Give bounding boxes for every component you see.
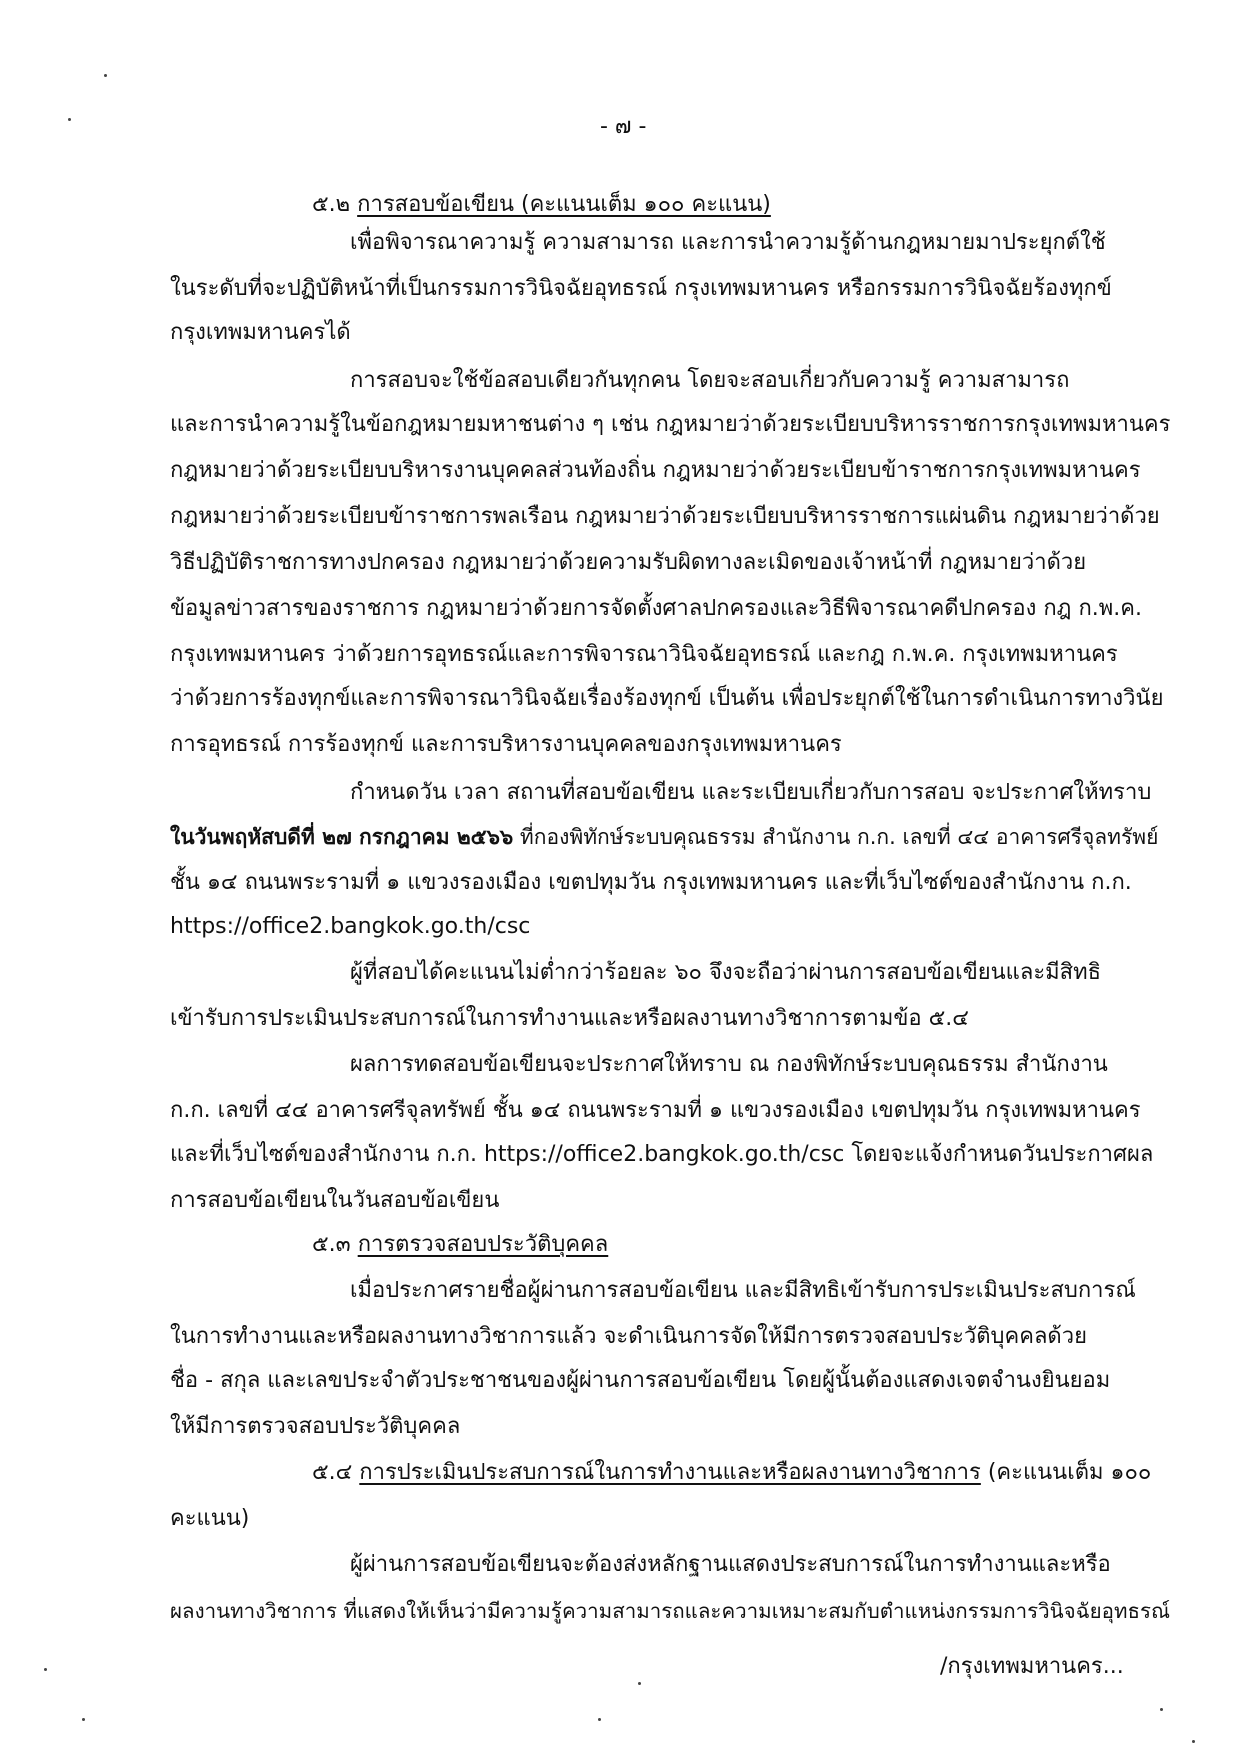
paragraph-line: การสอบจะใช้ข้อสอบเดียวกันทุกคน โดยจะสอบเกี่ยวกับความรู้ ความสามารถ (350, 368, 1070, 393)
paragraph-line: และที่เว็บไซต์ของสำนักงาน ก.ก. https://office2.bangkok.go.th/csc โดยจะแจ้งกำหนดวันประกาศผล (170, 1142, 1154, 1167)
paragraph-line: ชั้น ๑๔ ถนนพระรามที่ ๑ แขวงรองเมือง เขตปทุมวัน กรุงเทพมหานคร และที่เว็บไซต์ของสำนักงาน ก.ก. (170, 870, 1132, 895)
exam-date-announcement: ในวันพฤหัสบดีที่ ๒๗ กรกฎาคม ๒๕๖๖ (170, 825, 514, 849)
paragraph-line: ข้อมูลข่าวสารของราชการ กฎหมายว่าด้วยการจัดตั้งศาลปกครองและวิธีพิจารณาคดีปกครอง กฎ ก.พ.ค. (170, 596, 1142, 621)
paragraph-line: ก.ก. เลขที่ ๔๔ อาคารศรีจุลทรัพย์ ชั้น ๑๔ ถนนพระรามที่ ๑ แขวงรองเมือง เขตปทุมวัน กรุงเทพมหานคร (170, 1098, 1141, 1123)
section-5-3-heading (312, 1230, 608, 1260)
scan-speck (598, 1718, 601, 1721)
paragraph-line: ผู้ที่สอบได้คะแนนไม่ต่ำกว่าร้อยละ ๖๐ จึงจะถือว่าผ่านการสอบข้อเขียนและมีสิทธิ (350, 960, 1102, 985)
scan-speck (44, 1668, 47, 1671)
scan-speck (68, 118, 71, 121)
paragraph-line: กฎหมายว่าด้วยระเบียบบริหารงานบุคคลส่วนท้องถิ่น กฎหมายว่าด้วยระเบียบข้าราชการกรุงเทพมหานคร (170, 458, 1141, 483)
section-5-2-heading (312, 190, 771, 220)
scan-speck (104, 74, 107, 77)
section-number: ๕.๓ (312, 1232, 351, 1257)
paragraph-line: เมื่อประกาศรายชื่อผู้ผ่านการสอบข้อเขียน และมีสิทธิเข้ารับการประเมินประสบการณ์ (350, 1278, 1136, 1303)
section-score-continued: คะแนน) (170, 1506, 250, 1531)
paragraph-line: และการนำความรู้ในข้อกฎหมายมหาชนต่าง ๆ เช่น กฎหมายว่าด้วยระเบียบบริหารราชการกรุงเทพมหานคร (170, 412, 1171, 437)
section-number: ๕.๒ (312, 192, 351, 217)
paragraph-line: เพื่อพิจารณาความรู้ ความสามารถ และการนำความรู้ด้านกฎหมายมาประยุกต์ใช้ (350, 230, 1106, 255)
section-title: การตรวจสอบประวัติบุคคล (357, 1232, 609, 1257)
scan-speck (638, 1682, 641, 1685)
section-5-4-heading (312, 1458, 1151, 1488)
page-number: - ๗ - (600, 114, 647, 139)
paragraph-line: กรุงเทพมหานครได้ (170, 320, 351, 345)
paragraph-line: ชื่อ - สกุล และเลขประจำตัวประชาชนของผู้ผ่านการสอบข้อเขียน โดยผู้นั้นต้องแสดงเจตจำนงยินยอม (170, 1368, 1111, 1393)
scan-speck (1192, 1740, 1195, 1743)
paragraph-text: ที่กองพิทักษ์ระบบคุณธรรม สำนักงาน ก.ก. เลขที่ ๔๔ อาคารศรีจุลทรัพย์ (513, 825, 1159, 849)
paragraph-line: ในการทำงานและหรือผลงานทางวิชาการแล้ว จะดำเนินการจัดให้มีการตรวจสอบประวัติบุคคลด้วย (170, 1324, 1087, 1349)
paragraph-line: ในระดับที่จะปฏิบัติหน้าที่เป็นกรรมการวินิจฉัยอุทธรณ์ กรุงเทพมหานคร หรือกรรมการวินิจฉัยร้องทุกข์ (170, 276, 1112, 301)
section-score: (คะแนนเต็ม ๑๐๐ (980, 1460, 1152, 1485)
paragraph-line: ผู้ผ่านการสอบข้อเขียนจะต้องส่งหลักฐานแสดงประสบการณ์ในการทำงานและหรือ (350, 1552, 1111, 1577)
paragraph-line: กรุงเทพมหานคร ว่าด้วยการอุทธรณ์และการพิจารณาวินิจฉัยอุทธรณ์ และกฎ ก.พ.ค. กรุงเทพมหานคร (170, 642, 1118, 667)
continuation-marker: /กรุงเทพมหานคร... (940, 1654, 1124, 1679)
paragraph-line: ผลการทดสอบข้อเขียนจะประกาศให้ทราบ ณ กองพิทักษ์ระบบคุณธรรม สำนักงาน (350, 1052, 1108, 1077)
paragraph-line: การสอบข้อเขียนในวันสอบข้อเขียน (170, 1188, 500, 1213)
paragraph-line: กำหนดวัน เวลา สถานที่สอบข้อเขียน และระเบียบเกี่ยวกับการสอบ จะประกาศให้ทราบ (350, 780, 1152, 805)
paragraph-line: วิธีปฏิบัติราชการทางปกครอง กฎหมายว่าด้วยความรับผิดทางละเมิดของเจ้าหน้าที่ กฎหมายว่าด้วย (170, 550, 1087, 575)
paragraph-line: กฎหมายว่าด้วยระเบียบข้าราชการพลเรือน กฎหมายว่าด้วยระเบียบบริหารราชการแผ่นดิน กฎหมายว่าด้วย (170, 504, 1160, 529)
section-title: การสอบข้อเขียน (คะแนนเต็ม ๑๐๐ คะแนน) (357, 192, 771, 217)
section-number: ๕.๔ (312, 1460, 353, 1485)
paragraph-line: ว่าด้วยการร้องทุกข์และการพิจารณาวินิจฉัยเรื่องร้องทุกข์ เป็นต้น เพื่อประยุกต์ใช้ในการดำเนินการทางวินัย (170, 686, 1164, 711)
paragraph-line: ผลงานทางวิชาการ ที่แสดงให้เห็นว่ามีความรู้ความสามารถและความเหมาะสมกับตำแหน่งกรรมการวินิจฉัยอุทธรณ์ (170, 1599, 1171, 1623)
paragraph-line: ให้มีการตรวจสอบประวัติบุคคล (170, 1414, 461, 1439)
scan-speck (1160, 1708, 1163, 1711)
scan-speck (82, 1718, 85, 1721)
paragraph-line: การอุทธรณ์ การร้องทุกข์ และการบริหารงานบุคคลของกรุงเทพมหานคร (170, 732, 842, 757)
paragraph-line (170, 822, 1158, 852)
website-url: https://office2.bangkok.go.th/csc (170, 914, 531, 939)
paragraph-line: เข้ารับการประเมินประสบการณ์ในการทำงานและหรือผลงานทางวิชาการตามข้อ ๕.๔ (170, 1006, 969, 1031)
section-title: การประเมินประสบการณ์ในการทำงานและหรือผลงานทางวิชาการ (359, 1460, 981, 1485)
